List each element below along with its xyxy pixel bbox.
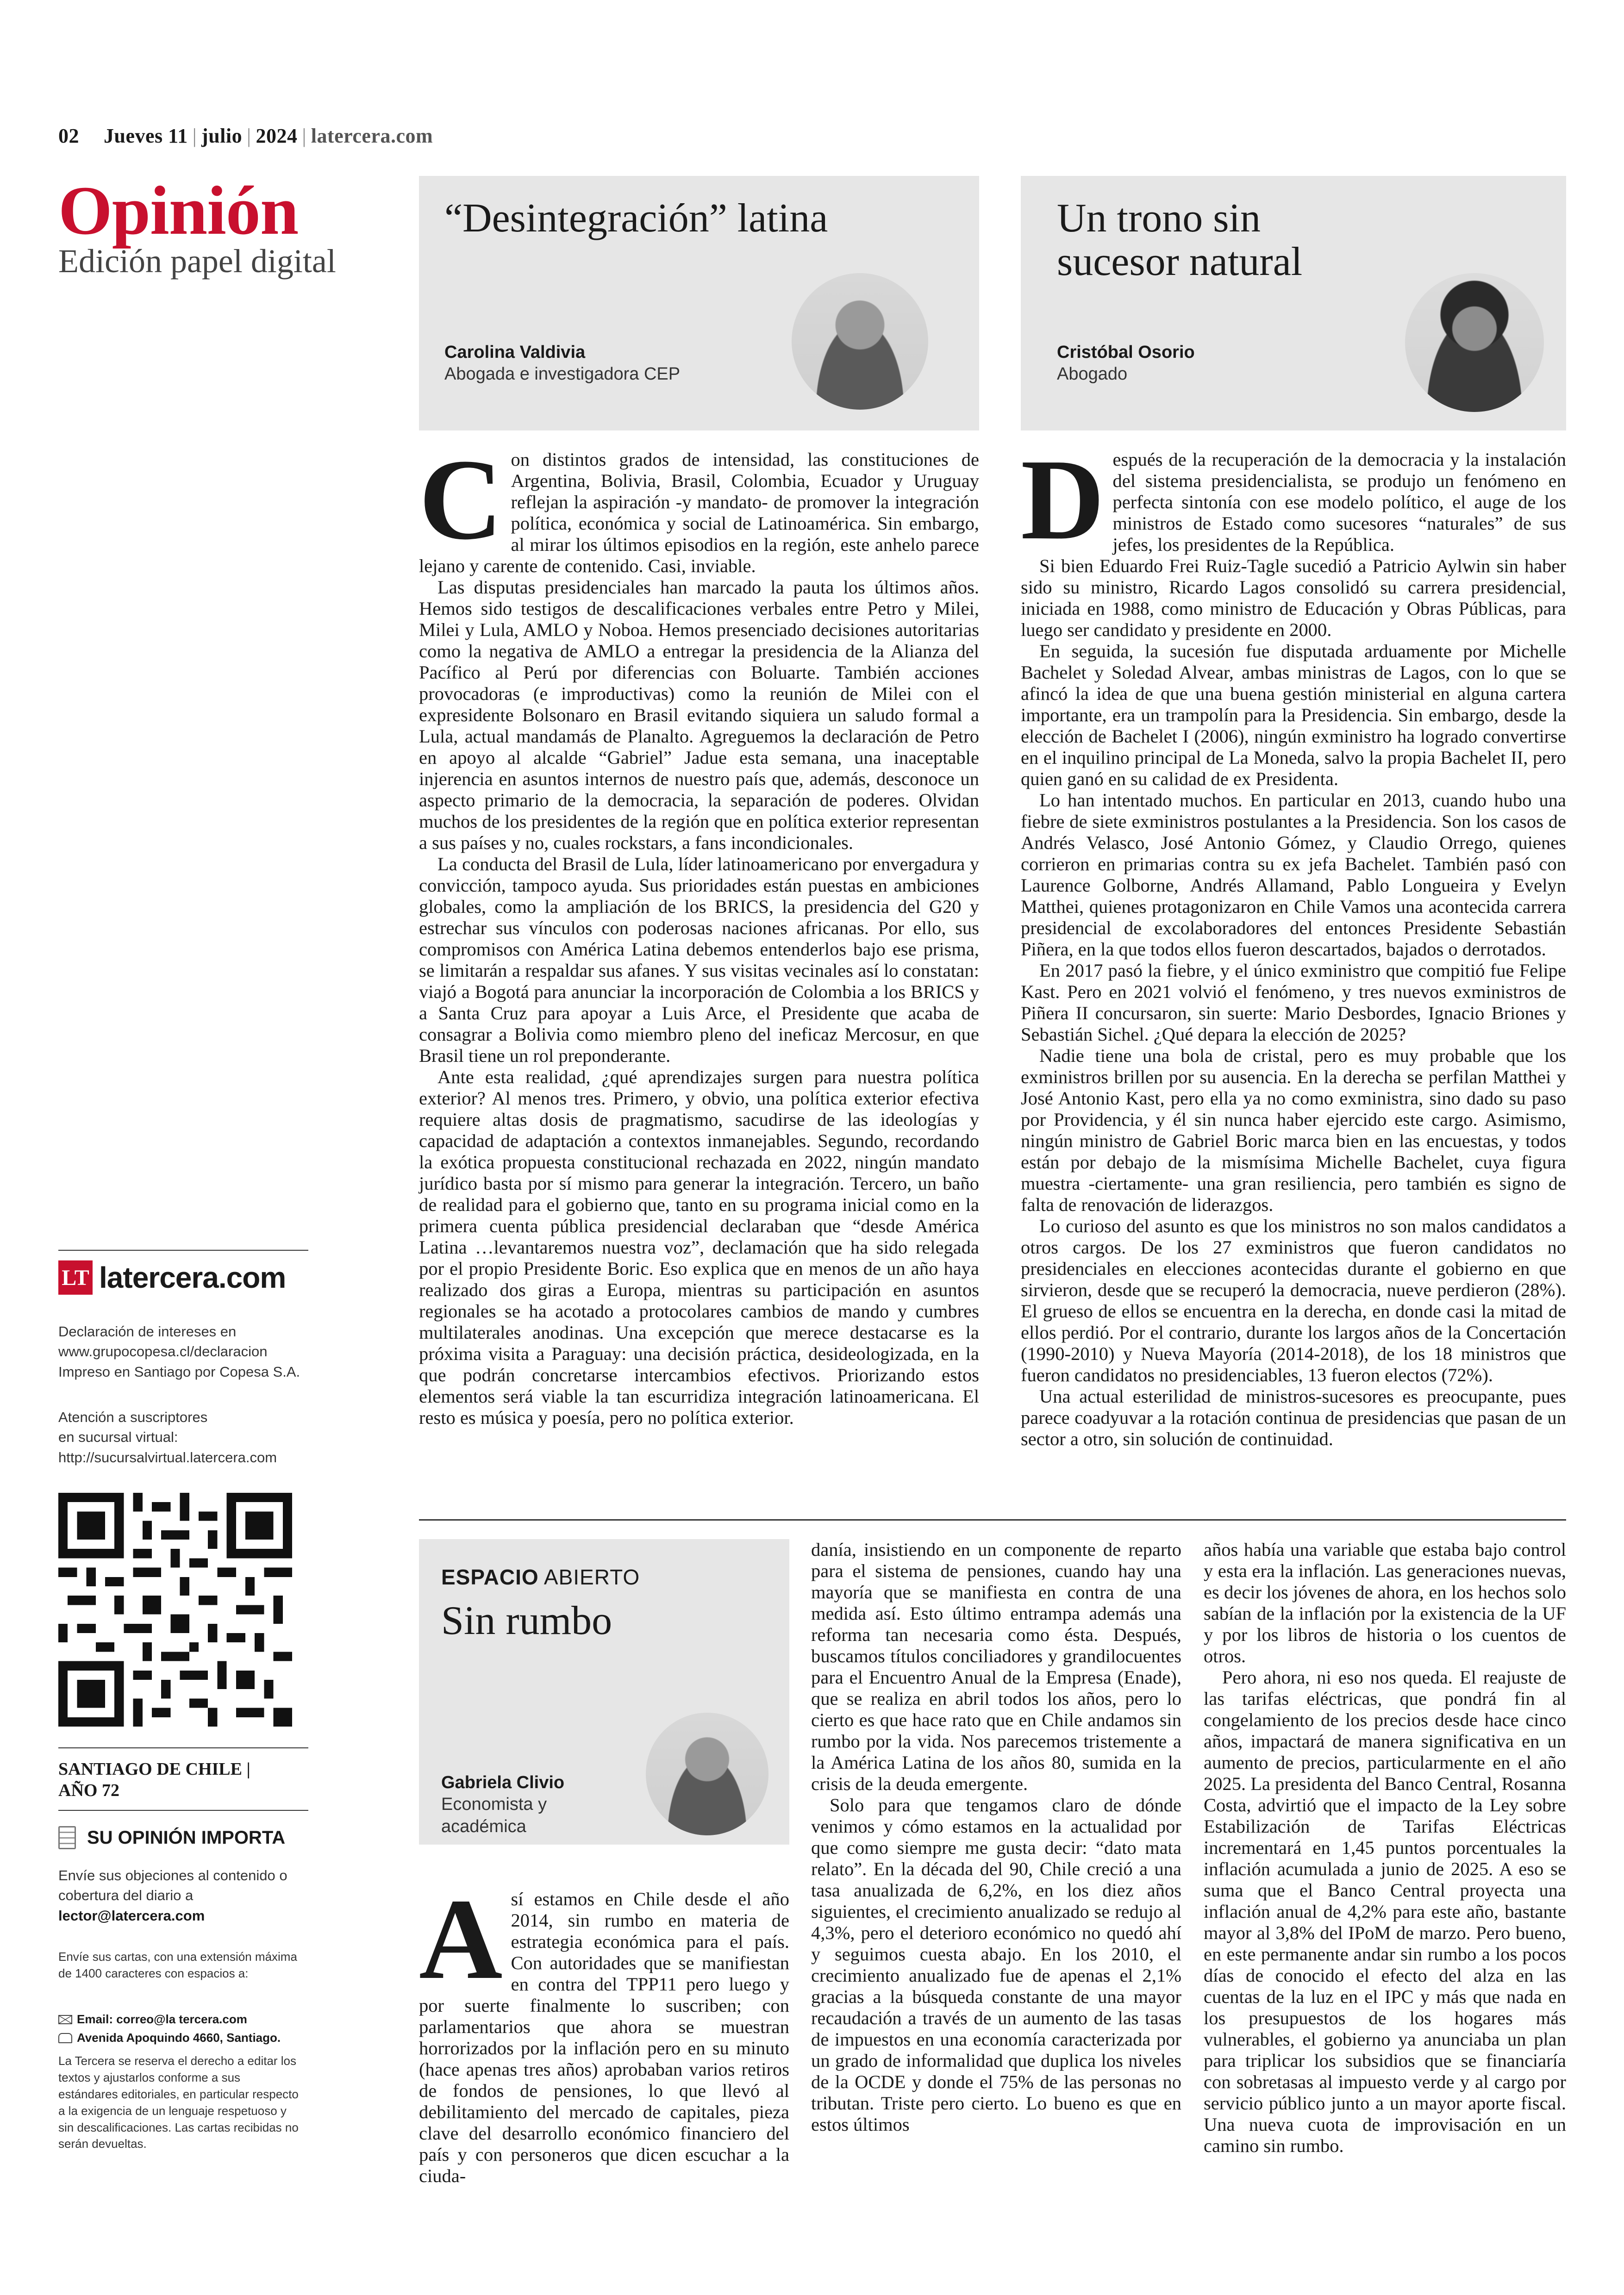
qr-code[interactable] [58, 1493, 292, 1727]
article1-paragraph: Las disputas presidenciales han marcado la pauta los últimos años. Hemos sido testigos de descalificaciones verbales entre Petro y Milei, Milei y Lula, AMLO y Noboa. Hemos presenciado decisiones autoritarias como la negativa de AMLO a entregar la presidencia de la Alianza del Pacífico al Perú por diferencias con Boluarte. También acciones provocadoras (e improductivas) como la reunión de Milei con el expresidente Bolsonaro en Brasil evitando siquiera un saludo formal a Lula, actual mandamás de Planalto. Agreguemos la declaración de Petro en apoyo al alcalde “Gabriel” Jadue esta semana, una inaceptable injerencia en asuntos internos de nuestro país que, además, desconoce un aspecto primario de la democracia, la separación de poderes. Olvidan muchos de los presidentes de la región que en política exterior representan a sus países y no, cuales rockstars, a fans incondicionales. [419, 577, 979, 853]
section-title: Opinión [58, 172, 299, 249]
importa-line: Envíe sus objeciones al contenido o [58, 1867, 287, 1883]
letters-address: Avenida Apoquindo 4660, Santiago. [77, 2030, 281, 2045]
article3-column-2 [811, 1539, 1181, 2135]
rail-subscribers [58, 1407, 318, 1467]
article3-author: Gabriela Clivio [441, 1773, 565, 1792]
date-month: julio [201, 125, 243, 147]
article3-paragraph: años había una variable que estaba bajo control y esta era la inflación. Las generaciones nuevas, es decir los jóvenes de ahora, en los hechos solo sabían de la inflación por la existencia de la UF y por los libros de historia o los cuentos de otros. [1204, 1539, 1566, 1666]
article1-author-role: Abogada e investigadora CEP [444, 364, 681, 384]
article2-paragraph: Una actual esterilidad de ministros-sucesores es preocupante, pues parece coadyuvar a la rotación continua de presidencias que pasan de un sector a otro, sin solución de continuidad. [1021, 1386, 1566, 1449]
rail-city-year [58, 1759, 250, 1801]
rail-divider [58, 1747, 308, 1748]
article2-paragraph: En seguida, la sucesión fue disputada arduamente por Michelle Bachelet y Soledad Alvear, ambas ministras de Lagos, con lo que se afincó la idea de que una buena gestión ministerial en alguna cartera importante, era un trampolín para la Presidencia. Sin embargo, desde la elección de Bachelet I (2006), ningún exministro ha logrado convertirse en el inquilino principal de La Moneda, salvo la propia Bachelet II, pero quien ganó en su calidad de ex Presidenta. [1021, 641, 1566, 789]
article3-column-3 [1204, 1539, 1566, 2157]
article3-kicker-rest: ABIERTO [543, 1565, 640, 1589]
date-year: 2024 [256, 125, 298, 147]
article2-author-photo [1405, 273, 1544, 412]
article1-paragraph: La conducta del Brasil de Lula, líder latinoamericano por envergadura y convicción, tampoco ayuda. Sus prioridades están puestas en ambiciones globales, como la ampliación de los BRICS, la presidencia del G20 y estrechar sus vínculos con poderosas naciones africanas. Por ello, sus compromisos con América Latina debemos entenderlos bajo ese prisma, se limitarán a respaldar sus afanes. Y sus visitas vecinales así lo constatan: viajó a Bogotá para anunciar la incorporación de Colombia a los BRICS y a Santa Cruz para apoyar a Luis Arce, el Presidente que acaba de consagrar a Bolivia como miembro pleno del ineficaz Mercosur, en que Brasil tiene un rol preponderante. [419, 854, 979, 1066]
subscribers-line: Atención a suscriptores [58, 1409, 208, 1425]
subscribers-line: en sucursal virtual: [58, 1429, 178, 1446]
article3-column-1 [419, 1875, 789, 2187]
article1-author: Carolina Valdivia [444, 343, 586, 362]
article3-paragraph: danía, insistiendo en un componente de reparto para el sistema de pensiones, cuando hay una mayoría que se manifiesta en contra de una medida así. Esto último entrampa además una reforma tan necesaria como ésta. Después, buscamos títulos conciliadores y grandilocuentes para el Encuentro Anual de la Empresa (Enade), que se realiza en abril todos los años, pero lo cierto es que hace rato que en Chile andamos sin rumbo por la vida. Nos parecemos tristemente a la América Latina de los años 80, sumida en la crisis de la deuda emergente. [811, 1539, 1181, 1794]
rail-declaration [58, 1322, 318, 1382]
rail-city: SANTIAGO DE CHILE | [58, 1759, 250, 1779]
mailbox-icon [58, 2033, 72, 2043]
article2-dropcap: D [1021, 436, 1105, 564]
article2-paragraph: En 2017 pasó la fiebre, y el único exministro que compitió fue Felipe Kast. Pero en 2021 volvió el fenómeno, y tres nuevos exministros de Piñera II concursaron, sin suerte: Mario Desbordes, Ignacio Briones y Sebastián Sichel. ¿Qué depara la elección de 2025? [1021, 960, 1566, 1045]
section-subtitle: Edición papel digital [58, 243, 336, 280]
declaration-line: Declaración de intereses en [58, 1323, 237, 1340]
letters-email-row[interactable] [58, 2011, 318, 2028]
letters-email[interactable]: Email: correo@la tercera.com [77, 2012, 247, 2026]
article2-paragraph: Lo curioso del asunto es que los ministros no son malos candidatos a otros cargos. De los 27 exministros que fueron candidatos no presidenciales en elecciones acontecidas durante el gobierno en que sirvieron, desde que se recuperó la democracia, nueve perdieron (28%). El grueso de ellos se encuentra en la derecha, en donde casi la mitad de ellos perdió. Por el contrario, durante los largos años de la Concertación (1990-2010) y Nueva Mayoría (2014-2018), de los 18 ministros que fueron candidatos no presidenciables, 13 fueron electos (72%). [1021, 1216, 1566, 1385]
document-icon [58, 1826, 76, 1849]
importa-header [58, 1826, 285, 1849]
article1-header-box [419, 176, 979, 430]
article3-author-photo [646, 1713, 768, 1835]
article3-paragraph: Pero ahora, ni eso nos queda. El reajuste de las tarifas eléctricas, que pondrá fin al congelamiento de los precios desde hace cinco años, impactará de manera significativa en un aumento de precios, particularmente en el año 2025. La presidenta del Banco Central, Rosanna Costa, advirtió que el impacto de la Ley sobre Estabilización de Tarifas Eléctricas incrementará en 1,45 puntos porcentuales la inflación acumulada a junio de 2025. A eso se suma que el Banco Central proyecta una inflación anual de 4,2% para este año, bastante mayor al 3,8% del IPoM de marzo. Pero bueno, en este permanente andar sin rumbo a los pocos días de conocido el efecto del alza en las cuentas de la luz en el IPC y más que nada en los presupuestos de los hogares más vulnerables, el gobierno ya anunciaba un plan para triplicar los subsidios que se financiaría con sobretasas al impuesto verde y al cargo por servicio público junto a un mayor aporte fiscal. Una nueva cuota de improvisación en un camino sin rumbo. [1204, 1667, 1566, 2156]
article2-header-box [1021, 176, 1566, 430]
declaration-link[interactable]: www.grupocopesa.cl/declaracion [58, 1343, 268, 1360]
rail-divider-top [58, 1250, 308, 1251]
page-number: 02 [58, 125, 79, 147]
article1-body [419, 436, 979, 1428]
article2-title-line2: sucesor natural [1057, 239, 1303, 285]
importa-text [58, 1865, 318, 1926]
article2-paragraph: Nadie tiene una bola de cristal, pero es muy probable que los exministros brillen por su ausencia. En la derecha se perfilan Matthei y José Antonio Kast, pero ella ya no como exministra, sino dado su paso por Providencia, y él sin nunca haber ejercido este cargo. Asimismo, ningún ministro de Gabriel Boric marca bien en las encuestas, y todos están por debajo de la mismísima Michelle Bachelet, cuya figura muestra -ciertamente- una gran resiliencia, pero también es signo de falta de renovación de liderazgos. [1021, 1045, 1566, 1215]
article3-title: Sin rumbo [441, 1598, 612, 1643]
letters-intro: Envíe sus cartas, con una extensión máxima de 1400 caracteres con espacios a: [58, 1950, 297, 1980]
lt-logo-mark: LT [58, 1260, 93, 1295]
declaration-line: Impreso en Santiago por Copesa S.A. [58, 1363, 300, 1380]
article3-header-box [419, 1539, 789, 1845]
rail-year: AÑO 72 [58, 1780, 119, 1800]
latercera-logo[interactable] [58, 1259, 286, 1296]
subscribers-link[interactable]: http://sucursalvirtual.latercera.com [58, 1449, 277, 1466]
article3-dropcap: A [419, 1875, 503, 2003]
article2-author-role: Abogado [1057, 364, 1128, 384]
page-folio: 02 Jueves 11 | julio | 2024 | latercera.com [58, 125, 433, 147]
article2-title-line1: Un trono sin [1057, 196, 1261, 241]
article1-author-photo [792, 273, 928, 410]
date-day: Jueves 11 [104, 125, 188, 147]
header-site-link[interactable]: latercera.com [311, 125, 433, 147]
article2-title [1057, 197, 1302, 284]
article3-kicker-bold: ESPACIO [441, 1565, 539, 1589]
letters-note: La Tercera se reserva el derecho a editar los textos y ajustarlos conforme a sus estándares editoriales, en particular respecto a la exigencia de un lenguaje respetuoso y sin descalificaciones. Las cartas recibidas no serán devueltas. [58, 2054, 299, 2151]
importa-title: SU OPINIÓN IMPORTA [87, 1827, 286, 1848]
article1-paragraph: on distintos grados de intensidad, las constituciones de Argentina, Bolivia, Brasil, Colombia, Ecuador y Uruguay reflejan la aspiración -y mandato- de promover la integración política, económica y social de Latinoamérica. Sin embargo, al mirar los últimos episodios en la región, este anhelo parece lejano y carente de contenido. Casi, inviable. [419, 449, 979, 576]
article3-role-line1: Economista y [441, 1795, 547, 1814]
article1-dropcap: C [419, 436, 503, 564]
section-divider [419, 1519, 1566, 1521]
letters-address-row [58, 2030, 318, 2046]
article3-paragraph: sí estamos en Chile desde el año 2014, sin rumbo en materia de estrategia económica para el país. Con autoridades que se manifiestan en contra del TPP11 pero luego y por suerte finalmente lo suscriben; con parlamentarios que ahora se muestran horrorizados por la inflación pero en su minuto (hace apenas tres años) aprobaban varios retiros de fondos de pensiones, lo que llevó al debilitamiento del mercado de capitales, pieza clave del desarrollo económico financiero del país y con personeros que dicen escuchar a la ciuda- [419, 1889, 789, 2186]
article2-paragraph: Si bien Eduardo Frei Ruiz-Tagle sucedió a Patricio Aylwin sin haber sido su ministro, Ricardo Lagos consolidó su carrera presidencial, iniciada en 1988, como ministro de Educación y Obras Públicas, para luego ser candidato y presidente en 2000. [1021, 555, 1566, 640]
article2-body [1021, 436, 1566, 1450]
article1-title: “Desintegración” latina [444, 196, 828, 241]
importa-email-link[interactable]: lector@latercera.com [58, 1907, 205, 1924]
article3-author-role [441, 1794, 547, 1838]
article2-author: Cristóbal Osorio [1057, 343, 1195, 362]
article3-role-line2: académica [441, 1816, 526, 1836]
article2-paragraph: Lo han intentado muchos. En particular en 2013, cuando hubo una fiebre de siete exministros postulantes a la Presidencia. Son los casos de Andrés Velasco, José Antonio Gómez, y Claudio Orrego, quienes corrieron en primarias contra su ex jefa Bachelet. También pasó con Laurence Golborne, Andrés Allamand, Pablo Longueira y Evelyn Matthei, quienes protagonizaron en Chile Vamos una acontecida carrera presidencial de excolaboradores del entonces Presidente Sebastián Piñera, en la que todos ellos fueron descartados, bajados o derrotados. [1021, 790, 1566, 960]
article1-paragraph: Ante esta realidad, ¿qué aprendizajes surgen para nuestra política exterior? Al menos tres. Primero, y obvio, una política exterior efectiva requiere altas dosis de pragmatismo, sacudirse de las ideologías y capacidad de adaptación a contextos inmanejables. Segundo, recordando la exótica propuesta constitucional rechazada en 2022, ningún mandato jurídico basta por sí mismo para generar la integración. Tercero, un baño de realidad para el gobierno que, tanto en su programa inicial como en la primera cuenta pública presidencial declaraban que “desde América Latina …levantaremos nuestra voz”, declamación que ha sido relegada por el propio Presidente Boric. Eso explica que en menos de un año haya realizado dos giras a Europa, mientras su participación en asuntos regionales se ha acotado a protocolares cambios de mando y cumbres multilaterales anodinas. Una excepción que merece destacarse es la próxima visita a Paraguay: una decisión práctica, desideologizada, en la que podrán concretarse intercambios efectivos. Priorizando estos elementos será viable la tan escurridiza integración latinoamericana. El resto es música y poesía, pero no política exterior. [419, 1066, 979, 1428]
importa-line: cobertura del diario a [58, 1887, 194, 1904]
rail-divider [58, 1810, 308, 1811]
article2-paragraph: espués de la recuperación de la democracia y la instalación del sistema presidencialista, se produjo un fenómeno en perfecta sintonía con ese modelo político, el auge de los ministros de Estado como sucesores “naturales” de sus jefes, los presidentes de la República. [1112, 449, 1566, 555]
mail-icon [58, 2015, 72, 2024]
letters-contact [58, 2011, 318, 2046]
article3-kicker [441, 1565, 640, 1590]
lt-logo-name: latercera.com [99, 1261, 286, 1294]
article3-paragraph: Solo para que tengamos claro de dónde venimos y cómo estamos en la actualidad por que como siempre me gusta decir: “dato mata relato”. En la década del 90, Chile creció a una tasa anualizada de 6,2%, en los diez años siguientes, el crecimiento anualizado se redujo al 4,3%, pero el deterioro económico no quedó ahí y seguimos cuesta abajo. En los 2010, el crecimiento anualizado fue de apenas el 2,1% gracias a la búsqueda constante de una mayor recaudación a través de un aumento de las tasas de impuestos en una economía caracterizada por un grado de informalidad que duplica los niveles de la OCDE y donde el 75% de las personas no tributan. Triste pero cierto. Lo bueno es que en estos últimos [811, 1795, 1181, 2135]
